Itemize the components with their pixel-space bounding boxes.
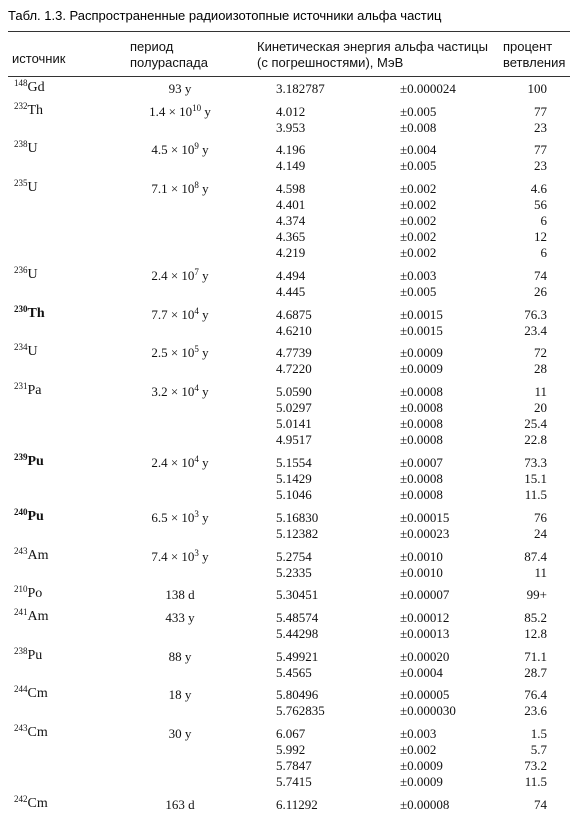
- energy-line: [0, 284, 573, 300]
- alpha-energy: 4.149: [276, 158, 306, 174]
- branching-percent: 85.2: [524, 609, 547, 625]
- element-symbol: Pu: [27, 508, 44, 524]
- element-symbol: Pa: [27, 383, 42, 399]
- energy-line: [0, 384, 573, 400]
- branching-percent: 99+: [526, 587, 547, 603]
- energy-line: [0, 703, 573, 719]
- energy-uncertainty: ±0.008: [400, 119, 437, 135]
- half-life-unit: y: [198, 142, 209, 158]
- alpha-energy: 5.30451: [276, 587, 319, 603]
- mass-number: 210: [14, 584, 28, 595]
- energy-uncertainty: ±0.0004: [400, 664, 443, 680]
- mass-number: 230: [14, 303, 28, 314]
- alpha-energy: 5.4565: [276, 664, 312, 680]
- mass-number: 232: [14, 100, 28, 111]
- element-symbol: Gd: [27, 80, 45, 95]
- energy-line: [0, 81, 573, 97]
- energy-line: [0, 687, 573, 703]
- energy-uncertainty: ±0.002: [400, 213, 437, 229]
- half-life-unit: y: [198, 548, 209, 564]
- alpha-energy: 3.953: [276, 119, 306, 135]
- element-symbol: Po: [27, 586, 43, 602]
- mass-number: 244: [14, 684, 28, 695]
- alpha-energy: 5.762835: [276, 703, 325, 719]
- header-source: источник: [12, 51, 66, 66]
- alpha-energy: 5.2754: [276, 548, 312, 564]
- branching-percent: 23.4: [524, 322, 547, 338]
- energy-uncertainty: ±0.0010: [400, 548, 443, 564]
- branching-percent: 12: [534, 229, 547, 245]
- branching-percent: 77: [534, 103, 547, 119]
- energy-uncertainty: ±0.002: [400, 229, 437, 245]
- alpha-energy: 5.0297: [276, 400, 312, 416]
- alpha-energy: 4.365: [276, 229, 306, 245]
- mass-number: 238: [14, 645, 28, 656]
- branching-percent: 72: [534, 345, 547, 361]
- mass-number: 231: [14, 381, 28, 392]
- branching-percent: 11.5: [524, 487, 547, 503]
- mass-number: 148: [14, 78, 28, 88]
- energy-line: [0, 455, 573, 471]
- branching-percent: 28: [534, 361, 547, 377]
- half-life-value: 93 y: [168, 81, 192, 96]
- alpha-energy: 4.6875: [276, 306, 312, 322]
- energy-uncertainty: ±0.000030: [400, 703, 456, 719]
- element-symbol: Am: [27, 547, 49, 563]
- branching-percent: 74: [534, 796, 547, 812]
- header-rule: [8, 76, 570, 77]
- branching-percent: 56: [534, 197, 547, 213]
- energy-uncertainty: ±0.002: [400, 181, 437, 196]
- table-row: [0, 381, 573, 448]
- table-row: [0, 303, 573, 339]
- alpha-energy: 4.374: [276, 213, 306, 229]
- half-life-exponent: 7: [194, 267, 199, 277]
- alpha-energy: 4.9517: [276, 432, 312, 448]
- energy-line: [0, 774, 573, 790]
- alpha-energy: 5.12382: [276, 525, 319, 541]
- alpha-energy: 5.1429: [276, 471, 312, 487]
- energy-uncertainty: ±0.002: [400, 741, 437, 757]
- energy-line: [0, 229, 573, 245]
- energy-uncertainty: ±0.0015: [400, 322, 443, 338]
- table-row: [0, 793, 573, 813]
- energy-uncertainty: ±0.0008: [400, 400, 443, 416]
- half-life-value: 2.5 × 10: [151, 345, 195, 361]
- alpha-energy: 4.7739: [276, 345, 312, 361]
- table-row: [0, 545, 573, 581]
- branching-percent: 77: [534, 142, 547, 158]
- element-symbol: Th: [27, 102, 44, 118]
- half-life-value: 2.4 × 10: [151, 268, 195, 283]
- energy-line: [0, 158, 573, 174]
- element-symbol: Pu: [27, 647, 43, 663]
- mass-number: 243: [14, 722, 28, 733]
- mass-number: 242: [14, 793, 28, 804]
- half-life-exponent: 5: [194, 344, 199, 355]
- alpha-energy: 3.182787: [276, 81, 325, 96]
- energy-line: [0, 626, 573, 642]
- energy-line: [0, 361, 573, 377]
- branching-percent: 23: [534, 158, 547, 174]
- mass-number: 235: [14, 178, 28, 188]
- branching-percent: 22.8: [524, 432, 547, 448]
- table-row: [0, 178, 573, 262]
- element-symbol: Am: [27, 608, 49, 624]
- branching-percent: 12.8: [524, 625, 547, 641]
- element-symbol: U: [27, 141, 38, 157]
- energy-line: [0, 610, 573, 626]
- energy-line: [0, 197, 573, 213]
- mass-number: 243: [14, 545, 28, 556]
- energy-line: [0, 104, 573, 120]
- half-life-value: 1.4 × 10: [149, 103, 193, 119]
- mass-number: 236: [14, 265, 28, 275]
- half-life-value: 3.2 × 10: [151, 384, 195, 400]
- element-symbol: Th: [27, 305, 45, 321]
- table-row: [0, 645, 573, 681]
- branching-percent: 76: [534, 509, 547, 525]
- alpha-energy: 4.196: [276, 142, 306, 158]
- element-symbol: Cm: [27, 686, 48, 702]
- alpha-energy: 5.1046: [276, 487, 312, 503]
- half-life-exponent: 3: [194, 508, 199, 519]
- half-life-unit: y: [198, 384, 209, 400]
- mass-number: 240: [14, 506, 28, 517]
- half-life-exponent: 9: [194, 141, 199, 152]
- branching-percent: 28.7: [524, 664, 547, 680]
- energy-line: [0, 665, 573, 681]
- energy-line: [0, 758, 573, 774]
- energy-uncertainty: ±0.0015: [400, 306, 443, 322]
- energy-uncertainty: ±0.00012: [400, 609, 450, 625]
- table-row: [0, 584, 573, 603]
- energy-line: [0, 120, 573, 136]
- branching-percent: 5.7: [530, 741, 547, 757]
- branching-percent: 76.3: [524, 306, 547, 322]
- energy-uncertainty: ±0.004: [400, 142, 437, 158]
- half-life-unit: y: [198, 306, 209, 322]
- half-life-value: 7.1 × 10: [151, 181, 195, 196]
- alpha-energy: 5.48574: [276, 609, 319, 625]
- table-caption: Табл. 1.3. Распространенные радиоизотопные источники альфа частиц: [8, 8, 442, 23]
- alpha-energy: 5.44298: [276, 625, 319, 641]
- alpha-energy: 5.80496: [276, 687, 319, 703]
- table-row: [0, 606, 573, 642]
- energy-uncertainty: ±0.003: [400, 725, 437, 741]
- alpha-energy: 5.1554: [276, 455, 312, 470]
- alpha-energy: 4.494: [276, 268, 306, 283]
- energy-uncertainty: ±0.0009: [400, 774, 443, 790]
- branching-percent: 4.6: [530, 181, 547, 196]
- energy-uncertainty: ±0.005: [400, 158, 437, 174]
- energy-line: [0, 307, 573, 323]
- table-row: [0, 684, 573, 719]
- energy-line: [0, 565, 573, 581]
- branching-percent: 73.3: [524, 455, 547, 470]
- half-life-value: 138 d: [165, 587, 195, 603]
- alpha-energy: 5.0141: [276, 416, 312, 432]
- alpha-energy: 5.2335: [276, 564, 312, 580]
- branching-percent: 76.4: [524, 687, 547, 703]
- energy-line: [0, 245, 573, 261]
- energy-uncertainty: ±0.0008: [400, 487, 443, 503]
- table-row: [0, 722, 573, 790]
- half-life-exponent: 4: [194, 383, 199, 394]
- energy-line: [0, 471, 573, 487]
- energy-uncertainty: ±0.002: [400, 197, 437, 213]
- branching-percent: 6: [540, 245, 547, 261]
- alpha-energy: 4.445: [276, 284, 306, 300]
- mass-number: 239: [14, 452, 28, 462]
- alpha-energy: 5.16830: [276, 509, 319, 525]
- alpha-energy: 6.067: [276, 725, 306, 741]
- half-life-exponent: 10: [192, 102, 202, 113]
- alpha-energy: 5.7847: [276, 758, 312, 774]
- table-row: [0, 139, 573, 174]
- alpha-energy: 4.6210: [276, 322, 312, 338]
- branching-percent: 74: [534, 268, 547, 283]
- branching-percent: 24: [534, 525, 547, 541]
- energy-line: [0, 649, 573, 665]
- energy-line: [0, 142, 573, 158]
- energy-uncertainty: ±0.00015: [400, 509, 450, 525]
- energy-uncertainty: ±0.000024: [400, 81, 456, 96]
- branching-percent: 11: [534, 384, 547, 400]
- branching-percent: 11: [534, 564, 547, 580]
- energy-line: [0, 510, 573, 526]
- energy-line: [0, 213, 573, 229]
- half-life-unit: y: [198, 268, 209, 283]
- energy-uncertainty: ±0.003: [400, 268, 437, 283]
- energy-line: [0, 432, 573, 448]
- branching-percent: 71.1: [524, 648, 547, 664]
- table-row: [0, 452, 573, 503]
- element-symbol: Pu: [27, 454, 44, 469]
- energy-uncertainty: ±0.005: [400, 103, 437, 119]
- half-life-value: 2.4 × 10: [151, 455, 195, 470]
- energy-line: [0, 549, 573, 565]
- energy-uncertainty: ±0.002: [400, 245, 437, 261]
- alpha-energy: 5.992: [276, 741, 306, 757]
- half-life-unit: y: [198, 455, 209, 470]
- half-life-exponent: 4: [194, 305, 199, 316]
- alpha-energy: 4.012: [276, 103, 306, 119]
- energy-uncertainty: ±0.00023: [400, 525, 450, 541]
- branching-percent: 6: [540, 213, 547, 229]
- element-symbol: Cm: [27, 795, 48, 811]
- alpha-energy: 4.219: [276, 245, 306, 261]
- alpha-energy: 6.11292: [276, 796, 318, 812]
- half-life-value: 7.7 × 10: [151, 306, 195, 322]
- mass-number: 234: [14, 342, 28, 353]
- energy-uncertainty: ±0.0009: [400, 345, 443, 361]
- half-life-exponent: 3: [194, 547, 199, 558]
- element-symbol: U: [27, 267, 38, 282]
- energy-uncertainty: ±0.0009: [400, 758, 443, 774]
- energy-uncertainty: ±0.00020: [400, 648, 450, 664]
- half-life-value: 433 y: [165, 609, 195, 625]
- half-life-value: 7.4 × 10: [151, 548, 195, 564]
- half-life-exponent: 4: [194, 454, 199, 464]
- header-energy-line2: (с погрешностями), МэВ: [257, 55, 404, 70]
- energy-uncertainty: ±0.0008: [400, 471, 443, 487]
- branching-percent: 1.5: [530, 725, 547, 741]
- energy-uncertainty: ±0.0008: [400, 384, 443, 400]
- half-life-value: 30 y: [168, 725, 192, 741]
- branching-percent: 11.5: [524, 774, 547, 790]
- branching-percent: 26: [534, 284, 547, 300]
- branching-percent: 73.2: [524, 758, 547, 774]
- energy-line: [0, 526, 573, 542]
- energy-uncertainty: ±0.00007: [400, 587, 450, 603]
- energy-uncertainty: ±0.005: [400, 284, 437, 300]
- table-row: [0, 100, 573, 136]
- alpha-energy: 5.0590: [276, 384, 312, 400]
- element-symbol: U: [27, 344, 38, 360]
- half-life-value: 4.5 × 10: [151, 142, 195, 158]
- energy-uncertainty: ±0.00008: [400, 796, 450, 812]
- element-symbol: U: [27, 180, 38, 195]
- alpha-energy: 5.49921: [276, 648, 319, 664]
- branching-percent: 20: [534, 400, 547, 416]
- table-row: [0, 78, 573, 97]
- energy-line: [0, 268, 573, 284]
- alpha-energy: 4.401: [276, 197, 306, 213]
- branching-percent: 15.1: [524, 471, 547, 487]
- energy-line: [0, 487, 573, 503]
- half-life-unit: y: [198, 509, 209, 525]
- half-life-value: 18 y: [168, 687, 192, 703]
- header-halflife-line1: период: [130, 39, 174, 54]
- energy-uncertainty: ±0.0008: [400, 432, 443, 448]
- branching-percent: 87.4: [524, 548, 547, 564]
- mass-number: 238: [14, 139, 28, 150]
- energy-line: [0, 726, 573, 742]
- alpha-energy: 5.7415: [276, 774, 312, 790]
- element-symbol: Cm: [27, 724, 48, 740]
- half-life-value: 163 d: [165, 796, 195, 812]
- half-life-value: 88 y: [168, 648, 192, 664]
- half-life-value: 6.5 × 10: [151, 509, 195, 525]
- half-life-unit: y: [198, 181, 209, 196]
- table-row: [0, 265, 573, 300]
- energy-line: [0, 587, 573, 603]
- mass-number: 241: [14, 606, 28, 617]
- energy-line: [0, 416, 573, 432]
- table-row: [0, 342, 573, 377]
- header-branch-line1: процент: [503, 39, 553, 54]
- energy-uncertainty: ±0.0007: [400, 455, 443, 470]
- header-energy-line1: Кинетическая энергия альфа частицы: [257, 39, 488, 54]
- energy-line: [0, 345, 573, 361]
- energy-uncertainty: ±0.00005: [400, 687, 450, 703]
- energy-line: [0, 742, 573, 758]
- branching-percent: 25.4: [524, 416, 547, 432]
- branching-percent: 23: [534, 119, 547, 135]
- energy-line: [0, 400, 573, 416]
- half-life-unit: y: [198, 345, 209, 361]
- energy-line: [0, 181, 573, 197]
- half-life-exponent: 8: [194, 180, 199, 190]
- energy-uncertainty: ±0.0008: [400, 416, 443, 432]
- header-branch-line2: ветвления: [503, 55, 566, 70]
- energy-line: [0, 797, 573, 813]
- header-halflife-line2: полураспада: [130, 55, 208, 70]
- branching-percent: 100: [527, 81, 547, 96]
- energy-line: [0, 323, 573, 339]
- table-row: [0, 506, 573, 542]
- energy-uncertainty: ±0.0009: [400, 361, 443, 377]
- top-rule: [8, 31, 570, 32]
- energy-uncertainty: ±0.00013: [400, 625, 450, 641]
- energy-uncertainty: ±0.0010: [400, 564, 443, 580]
- branching-percent: 23.6: [524, 703, 547, 719]
- alpha-energy: 4.7220: [276, 361, 312, 377]
- alpha-energy: 4.598: [276, 181, 306, 196]
- half-life-unit: y: [201, 103, 211, 119]
